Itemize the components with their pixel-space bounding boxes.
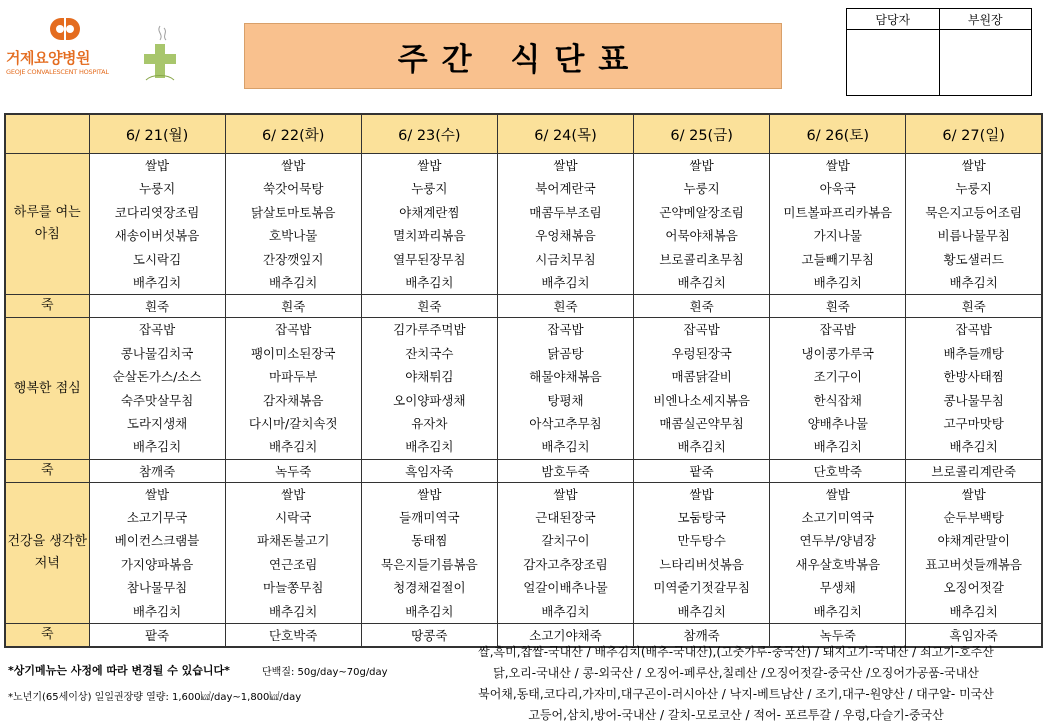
menu-item: 배추김치 (813, 274, 862, 290)
menu-item: 배추들깨탕 (943, 345, 1004, 361)
menu-item: 배추김치 (541, 603, 590, 619)
meal-cell (361, 154, 497, 295)
menu-item: 새송이버섯볶음 (114, 228, 200, 244)
menu-item: 아욱국 (819, 181, 856, 197)
menu-item: 매콤실곤약무침 (659, 415, 744, 431)
menu-item: 배추김치 (949, 274, 998, 290)
day-header: 6/ 27(일) (906, 114, 1042, 154)
menu-item: 아삭고추무침 (529, 415, 602, 431)
menu-item: 배추김치 (132, 603, 182, 619)
menu-item: 연두부/양념장 (799, 533, 877, 549)
menu-item: 비름나물무침 (937, 228, 1010, 244)
menu-item: 야채계란말이 (937, 533, 1010, 549)
menu-item: 쑥갓어묵탕 (263, 181, 324, 197)
porridge-cell: 녹두죽 (225, 459, 361, 482)
menu-item: 순살돈가스/소스 (112, 369, 202, 385)
approval-sign-manager (847, 30, 940, 96)
logo-mark-icon (48, 16, 82, 42)
menu-item: 오징어젓갈 (943, 580, 1004, 596)
weekly-menu-table (4, 113, 1043, 648)
menu-item: 잔치국수 (405, 345, 454, 361)
menu-item: 미트볼파프리카볶음 (783, 204, 893, 220)
meal-cell (225, 482, 361, 623)
menu-item: 가지나물 (813, 228, 862, 244)
menu-item: 쌀밥 (689, 158, 714, 173)
medical-cross-icon (142, 24, 178, 82)
meal-label: 건강을 생각한 저녁 (5, 482, 89, 623)
hospital-logo (2, 12, 202, 82)
menu-item: 콩나물무침 (943, 392, 1004, 408)
meal-cell (634, 482, 770, 623)
porridge-cell: 땅콩죽 (361, 624, 497, 648)
menu-item: 황도샐러드 (943, 251, 1004, 267)
menu-item: 배추김치 (949, 439, 998, 455)
porridge-cell: 소고기야채죽 (497, 624, 633, 648)
menu-item: 표고버섯들깨볶음 (925, 556, 1022, 572)
menu-item: 배추김치 (269, 603, 318, 619)
day-header: 6/ 21(월) (89, 114, 225, 154)
menu-item: 새우살호박볶음 (795, 556, 881, 572)
meal-row (5, 482, 1042, 623)
porridge-row (5, 295, 1042, 318)
menu-item: 쌀밥 (825, 158, 850, 173)
porridge-cell: 브로콜리계란죽 (906, 459, 1042, 482)
menu-item: 한식잡채 (813, 392, 862, 408)
meal-label: 하루를 여는 아침 (5, 154, 89, 295)
menu-item: 쌀밥 (417, 158, 442, 173)
menu-item: 쌀밥 (281, 486, 306, 502)
porridge-cell: 참깨죽 (89, 459, 225, 482)
menu-item: 도시락김 (132, 251, 182, 267)
menu-item: 배추김치 (541, 439, 590, 455)
menu-item: 근대된장국 (535, 510, 596, 526)
menu-item: 모둠탕국 (677, 510, 726, 526)
porridge-row (5, 459, 1042, 482)
menu-item: 쌀밥 (553, 158, 578, 173)
menu-item: 가지양파볶음 (120, 556, 194, 572)
porridge-cell: 흰죽 (89, 295, 225, 318)
meal-label: 죽 (5, 624, 89, 648)
menu-item: 북어계란국 (535, 181, 596, 197)
menu-item: 베이컨스크램블 (114, 533, 200, 549)
porridge-cell: 흰죽 (770, 295, 906, 318)
menu-item: 배추김치 (677, 603, 726, 619)
menu-item: 누룽지 (955, 181, 992, 197)
calorie-recommendation: *노년기(65세이상) 일일권장량 열량: 1,600㎉/day~1,800㎉/day (8, 692, 302, 703)
meal-cell (497, 154, 633, 295)
menu-item: 콩나물김치국 (120, 345, 194, 361)
menu-item: 쌀밥 (144, 158, 170, 173)
porridge-cell: 단호박죽 (225, 624, 361, 648)
approval-box (846, 8, 1032, 96)
menu-item: 소고기미역국 (801, 510, 874, 526)
porridge-cell: 흰죽 (225, 295, 361, 318)
meal-label: 죽 (5, 295, 89, 318)
menu-item: 코다리엿장조림 (114, 204, 200, 220)
menu-item: 잡곡밥 (138, 322, 176, 338)
menu-item: 잡곡밥 (955, 322, 992, 338)
meal-cell (906, 318, 1042, 459)
day-header: 6/ 25(금) (634, 114, 770, 154)
menu-item: 배추김치 (813, 603, 862, 619)
menu-item: 동태찜 (411, 533, 448, 549)
menu-item: 쌀밥 (689, 486, 714, 502)
day-header: 6/ 23(수) (361, 114, 497, 154)
menu-item: 배추김치 (132, 439, 182, 455)
menu-item: 쌀밥 (144, 486, 170, 502)
menu-item: 배추김치 (541, 274, 590, 290)
menu-item: 김가루주먹밥 (393, 322, 466, 338)
menu-item: 쌀밥 (961, 158, 986, 173)
approval-header-manager: 담당자 (847, 9, 940, 30)
meal-cell (770, 482, 906, 623)
porridge-cell: 흰죽 (497, 295, 633, 318)
menu-item: 얼갈이배추나물 (523, 580, 608, 596)
porridge-cell: 흰죽 (361, 295, 497, 318)
origin-line: 닭,오리-국내산 / 콩-외국산 / 오징어-페루산,칠레산 /오징어젓갈-중국산 /오징어가공품-국내산 (493, 666, 979, 680)
hospital-subtitle: GEOJE CONVALESCENT HOSPITAL (6, 68, 109, 76)
menu-item: 배추김치 (132, 274, 182, 290)
menu-item: 마파두부 (269, 369, 318, 385)
menu-item: 무생채 (819, 580, 856, 596)
menu-item: 우엉채볶음 (535, 228, 596, 244)
menu-item: 참나물무침 (126, 580, 188, 596)
menu-item: 시락국 (275, 510, 312, 526)
menu-item: 쌀밥 (281, 158, 306, 173)
menu-item: 야채튀김 (405, 369, 454, 385)
hospital-name: 거제요양병원 (6, 49, 90, 67)
menu-item: 냉이콩가루국 (801, 345, 874, 361)
porridge-cell: 녹두죽 (770, 624, 906, 648)
menu-item: 배추김치 (677, 439, 726, 455)
porridge-cell: 팥죽 (89, 624, 225, 648)
menu-item: 감자고추장조림 (523, 556, 608, 572)
menu-item: 양배추나물 (807, 415, 868, 431)
menu-item: 곤약메알장조림 (659, 204, 744, 220)
approval-sign-deputy-director (939, 30, 1032, 96)
origin-line: 북어채,동태,코다리,가자미,대구곤이-러시아산 / 낙지-베트남산 / 조기,대구-원양산 / 대구알- 미국산 (478, 687, 994, 701)
menu-item: 야채계란찜 (399, 204, 460, 220)
meal-cell (497, 318, 633, 459)
menu-item: 배추김치 (813, 439, 862, 455)
menu-item: 누룽지 (411, 181, 448, 197)
menu-item: 묵은지들기름볶음 (381, 556, 478, 572)
menu-item: 누룽지 (683, 181, 720, 197)
menu-item: 한방사태찜 (943, 369, 1004, 385)
porridge-cell: 팥죽 (634, 459, 770, 482)
menu-item: 순두부백탕 (943, 510, 1004, 526)
menu-item: 닭살토마토볶음 (250, 204, 336, 220)
meal-cell (225, 318, 361, 459)
menu-item: 열무된장무침 (393, 251, 466, 267)
ingredient-origin-info (426, 642, 1046, 726)
meal-cell (906, 154, 1042, 295)
porridge-cell: 단호박죽 (770, 459, 906, 482)
meal-cell (770, 154, 906, 295)
meal-cell (634, 154, 770, 295)
menu-item: 소고기무국 (126, 510, 188, 526)
menu-item: 배추김치 (949, 603, 998, 619)
menu-item: 고구마맛탕 (943, 415, 1004, 431)
menu-change-notice: *상기메뉴는 사정에 따라 변경될 수 있습니다* (8, 664, 230, 677)
meal-label: 행복한 점심 (5, 318, 89, 459)
menu-item: 쌀밥 (553, 486, 578, 502)
day-header: 6/ 26(토) (770, 114, 906, 154)
meal-cell (361, 482, 497, 623)
menu-item: 배추김치 (269, 439, 318, 455)
menu-item: 다시마/갈치속젓 (248, 415, 338, 431)
meal-cell (89, 482, 225, 623)
menu-item: 매콤두부조림 (529, 204, 602, 220)
porridge-cell: 흰죽 (634, 295, 770, 318)
approval-header-deputy-director: 부원장 (939, 9, 1032, 30)
meal-cell (89, 318, 225, 459)
menu-item: 고들빼기무침 (801, 251, 874, 267)
header-row (5, 114, 1042, 154)
menu-item: 만두탕수 (677, 533, 726, 549)
menu-item: 배추김치 (405, 274, 454, 290)
meal-cell (770, 318, 906, 459)
menu-item: 잡곡밥 (547, 322, 584, 338)
meal-cell (89, 154, 225, 295)
menu-item: 시금치무침 (535, 251, 596, 267)
menu-item: 도라지생채 (126, 415, 188, 431)
menu-item: 연근조림 (269, 556, 318, 572)
header-corner (5, 114, 89, 154)
origin-line: 고등어,삼치,방어-국내산 / 갈치-모로코산 / 적어- 포르투갈 / 우렁,다슬기-중국산 (528, 708, 944, 722)
menu-item: 멸치꽈리볶음 (393, 228, 466, 244)
menu-item: 팽이미소된장국 (250, 345, 336, 361)
menu-item: 잡곡밥 (683, 322, 720, 338)
meal-cell (361, 318, 497, 459)
menu-item: 탕평채 (547, 392, 584, 408)
menu-item: 감자채볶음 (263, 392, 324, 408)
menu-item: 비엔나소세지볶음 (653, 392, 750, 408)
meal-row (5, 318, 1042, 459)
menu-item: 청경채겉절이 (393, 580, 466, 596)
menu-item: 배추김치 (677, 274, 726, 290)
menu-item: 쌀밥 (825, 486, 850, 502)
day-header: 6/ 24(목) (497, 114, 633, 154)
menu-item: 닭곰탕 (547, 345, 584, 361)
menu-item: 우렁된장국 (671, 345, 732, 361)
menu-item: 갈치구이 (541, 533, 590, 549)
porridge-cell: 흑임자죽 (361, 459, 497, 482)
origin-line: 쌀,흑미,찹쌀-국내산 / 배추김치(배추-국내산),(고춧가루-중국산) / 돼지고기-국내산 / 쇠고기-호주산 (478, 645, 994, 659)
meal-cell (497, 482, 633, 623)
menu-item: 마늘쫑무침 (263, 580, 324, 596)
porridge-cell: 흑임자죽 (906, 624, 1042, 648)
porridge-cell: 흰죽 (906, 295, 1042, 318)
protein-recommendation: 단백질: 50g/day~70g/day (262, 667, 388, 678)
page-title: 주간 식단표 (397, 41, 643, 78)
meal-label: 죽 (5, 459, 89, 482)
porridge-cell: 참깨죽 (634, 624, 770, 648)
meal-cell (225, 154, 361, 295)
menu-item: 브로콜리초무침 (659, 251, 744, 267)
menu-item: 어묵야채볶음 (665, 228, 738, 244)
menu-item: 간장깻잎지 (263, 251, 324, 267)
menu-item: 배추김치 (405, 439, 454, 455)
menu-item: 오이양파생채 (393, 392, 466, 408)
menu-item: 묵은지고등어조림 (925, 204, 1022, 220)
page-title-box (244, 23, 782, 89)
menu-item: 해물야채볶음 (529, 369, 602, 385)
porridge-cell: 밤호두죽 (497, 459, 633, 482)
menu-item: 파채돈불고기 (256, 533, 330, 549)
menu-item: 잡곡밥 (819, 322, 856, 338)
menu-item: 들깨미역국 (399, 510, 460, 526)
menu-item: 매콤닭갈비 (671, 369, 732, 385)
meal-cell (634, 318, 770, 459)
meal-cell (906, 482, 1042, 623)
day-header: 6/ 22(화) (225, 114, 361, 154)
menu-item: 배추김치 (269, 274, 318, 290)
menu-item: 누룽지 (138, 181, 176, 197)
menu-item: 잡곡밥 (275, 322, 312, 338)
menu-item: 호박나물 (269, 228, 318, 244)
menu-item: 유자차 (411, 415, 448, 431)
menu-item: 숙주맛살무침 (120, 392, 194, 408)
menu-item: 쌀밥 (961, 486, 986, 502)
menu-item: 쌀밥 (417, 486, 442, 502)
menu-item: 느타리버섯볶음 (659, 556, 744, 572)
menu-item: 미역줄기젓갈무침 (653, 580, 750, 596)
meal-row (5, 154, 1042, 295)
menu-item: 배추김치 (405, 603, 454, 619)
menu-item: 조기구이 (813, 369, 862, 385)
